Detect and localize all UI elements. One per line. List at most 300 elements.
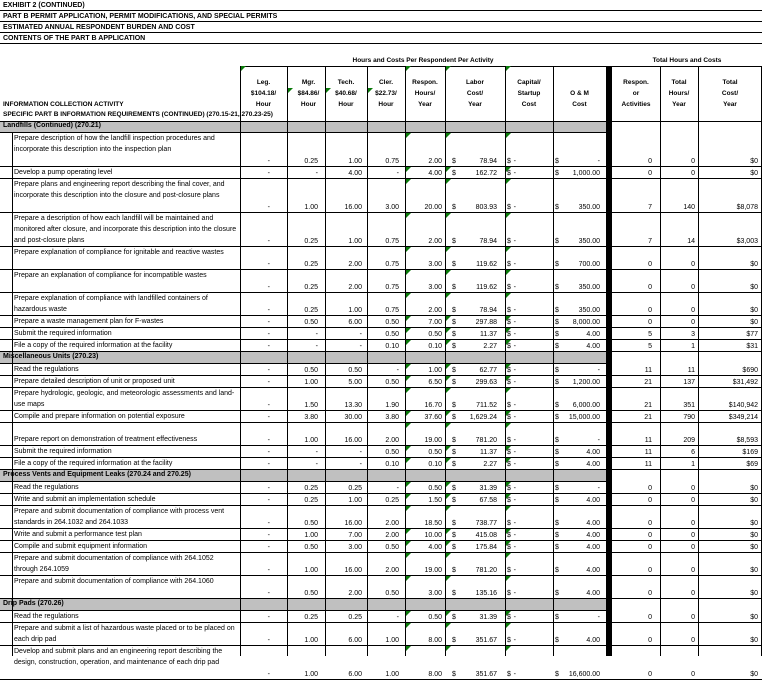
row-value: $ [452, 437, 456, 444]
row-value: 738.77 [475, 520, 497, 527]
cell-marker-icon [406, 167, 411, 172]
row-value: 0.50 [428, 485, 442, 492]
column-header-5-line-1: Respon. [412, 79, 438, 86]
activity-label: Submit the required information [14, 448, 112, 455]
row-value: 350.00 [578, 204, 600, 211]
column-header-7-line-1: Capital/ [517, 79, 541, 86]
row-value: $77 [746, 331, 758, 338]
row-value: - [267, 204, 270, 211]
row-value: - [315, 343, 318, 350]
row-value: $ [555, 307, 559, 314]
row-value: - [597, 614, 600, 621]
row-value: 0.50 [304, 544, 318, 551]
activity-label: Prepare plans and engineering report describing the final cover, and incorporate this description into the closure and post-closure plans [14, 181, 225, 199]
row-value: 2.00 [385, 520, 399, 527]
row-value: $ [555, 331, 559, 338]
row-value: $ [507, 437, 511, 444]
cell-marker-icon [506, 576, 511, 581]
activity-label: Compile and submit equipment information [14, 543, 148, 550]
row-value: - [513, 343, 516, 350]
cell-marker-icon [446, 623, 451, 628]
row-value: 7.00 [348, 532, 362, 539]
row-value: 4.00 [586, 544, 600, 551]
row-value: - [267, 590, 270, 597]
row-value: 0.25 [348, 614, 362, 621]
row-value: 2.00 [348, 261, 362, 268]
row-value: 0 [648, 532, 652, 539]
row-value: - [267, 343, 270, 350]
cell-marker-icon [446, 541, 451, 546]
activity-label: Prepare explanation of compliance for ignitable and reactive wastes [14, 249, 224, 256]
row-value: $ [507, 520, 511, 527]
row-value: $ [507, 379, 511, 386]
table-row [0, 179, 762, 213]
row-value: - [597, 367, 600, 374]
row-value: $ [555, 449, 559, 456]
row-value: - [359, 449, 362, 456]
cell-marker-icon [446, 167, 451, 172]
cell-marker-icon [446, 179, 451, 184]
row-value: 21 [644, 402, 652, 409]
row-value: 1.50 [304, 402, 318, 409]
column-header-6-line-3: Year [468, 101, 482, 108]
row-value: 0 [648, 284, 652, 291]
row-value: 5.00 [348, 379, 362, 386]
row-value: 19.00 [424, 437, 442, 444]
row-value: 135.16 [475, 590, 497, 597]
cell-marker-icon [446, 411, 451, 416]
row-value: $ [507, 284, 511, 291]
row-value: 0 [691, 307, 695, 314]
row-value: 0.50 [428, 614, 442, 621]
cell-marker-icon [446, 66, 451, 71]
cell-marker-icon [446, 646, 451, 651]
row-value: 351 [683, 402, 695, 409]
row-value: $ [452, 461, 456, 468]
activity-label: Prepare a waste management plan for F-wastes [14, 318, 164, 325]
row-value: $ [555, 367, 559, 374]
column-header-2-line-2: $84.86/ [297, 90, 320, 97]
row-value: 6,000.00 [572, 402, 600, 409]
row-value: 0 [648, 170, 652, 177]
cell-marker-icon [506, 340, 511, 345]
activity-label: Prepare hydrologic, geologic, and meteorologic assessments and land-use maps [14, 390, 235, 408]
row-value: 0 [691, 590, 695, 597]
cell-marker-icon [406, 494, 411, 499]
row-value: $ [452, 343, 456, 350]
row-value: 1.00 [304, 671, 318, 678]
cell-marker-icon [406, 270, 411, 275]
column-header-5-line-2: Hours/ [414, 90, 436, 97]
row-value: - [513, 449, 516, 456]
row-value: 6.00 [348, 319, 362, 326]
section-header [0, 121, 606, 133]
table-row [0, 167, 762, 179]
row-value: 137 [683, 379, 695, 386]
row-value: 0 [648, 319, 652, 326]
cell-marker-icon [506, 553, 511, 558]
row-value: 31.39 [479, 485, 497, 492]
cell-marker-icon [406, 611, 411, 616]
cell-marker-icon [506, 541, 511, 546]
table-row [0, 529, 762, 541]
cell-marker-icon [406, 388, 411, 393]
row-value: $ [555, 532, 559, 539]
row-value: - [267, 532, 270, 539]
cell-marker-icon [406, 316, 411, 321]
row-value: 1.50 [428, 497, 442, 504]
row-value: 4.00 [586, 343, 600, 350]
cell-marker-icon [406, 541, 411, 546]
row-value: 2.00 [385, 532, 399, 539]
cell-marker-icon [506, 247, 511, 252]
row-value: - [267, 614, 270, 621]
row-value: - [267, 170, 270, 177]
row-value: 16.00 [344, 437, 362, 444]
row-value: 351.67 [475, 637, 497, 644]
row-value: 0.25 [304, 158, 318, 165]
row-value: $ [507, 449, 511, 456]
row-value: $ [555, 614, 559, 621]
row-value: 0.25 [304, 307, 318, 314]
row-value: 11.37 [480, 449, 497, 456]
row-value: 19.00 [424, 567, 442, 574]
row-value: - [513, 238, 516, 245]
row-value: $ [555, 637, 559, 644]
row-value: $ [555, 437, 559, 444]
row-value: - [513, 307, 516, 314]
row-value: $0 [750, 614, 758, 621]
row-value: $ [452, 497, 456, 504]
row-value: 0 [648, 614, 652, 621]
row-value: - [513, 614, 516, 621]
row-value: 0 [648, 158, 652, 165]
cell-marker-icon [406, 328, 411, 333]
row-value: - [513, 284, 516, 291]
row-value: 0.75 [385, 238, 399, 245]
cell-marker-icon [506, 458, 511, 463]
row-value: 1 [691, 343, 695, 350]
row-value: - [513, 261, 516, 268]
row-value: 1,000.00 [572, 170, 600, 177]
row-value: 0.50 [304, 590, 318, 597]
cell-marker-icon [446, 482, 451, 487]
row-value: 0 [691, 319, 695, 326]
row-value: 4.00 [586, 497, 600, 504]
row-value: $0 [750, 567, 758, 574]
row-value: 1.90 [385, 402, 399, 409]
row-value: 0.50 [304, 319, 318, 326]
row-value: $ [507, 461, 511, 468]
row-value: - [513, 532, 516, 539]
activity-label: File a copy of the required information at the facility [14, 460, 173, 467]
activity-label: Submit the required information [14, 330, 112, 337]
row-value: $ [555, 204, 559, 211]
row-value: 78.94 [479, 158, 497, 165]
row-value: 2.00 [428, 307, 442, 314]
cell-marker-icon [446, 446, 451, 451]
table-row [0, 623, 762, 646]
cell-marker-icon [446, 494, 451, 499]
row-value: $ [507, 331, 511, 338]
row-value: - [513, 379, 516, 386]
row-value: - [267, 449, 270, 456]
row-value: 4.00 [428, 170, 442, 177]
grid-line [405, 66, 406, 656]
row-value: $ [555, 170, 559, 177]
row-value: $ [507, 637, 511, 644]
grid-line [367, 66, 368, 656]
row-value: $ [507, 590, 511, 597]
row-value: 209 [683, 437, 695, 444]
row-value: 0.25 [304, 614, 318, 621]
cell-marker-icon [506, 179, 511, 184]
column-header-6-line-2: Cost/ [466, 90, 484, 97]
row-value: $ [452, 402, 456, 409]
cell-marker-icon [506, 270, 511, 275]
row-value: 18.50 [424, 520, 442, 527]
row-value: 16,600.00 [568, 671, 600, 678]
column-header-3-line-2: $40.68/ [335, 90, 357, 97]
row-value: 0.50 [385, 544, 399, 551]
row-value: $ [555, 319, 559, 326]
row-value: $ [452, 238, 456, 245]
cell-marker-icon [406, 423, 411, 428]
column-header-10-line-2: Hours/ [668, 90, 690, 97]
cell-marker-icon [506, 446, 511, 451]
cell-marker-icon [446, 328, 451, 333]
row-value: 1.00 [385, 671, 399, 678]
grid-line [325, 66, 326, 656]
column-header-11-line-2: Cost/ [721, 90, 739, 97]
column-header-7-line-2: Startup [517, 90, 541, 97]
row-value: $ [452, 637, 456, 644]
row-value: 0 [691, 485, 695, 492]
cell-marker-icon [326, 88, 331, 93]
row-value: 700.00 [578, 261, 600, 268]
row-value: 415.08 [475, 532, 497, 539]
row-value: $ [452, 331, 456, 338]
row-value: 0 [691, 544, 695, 551]
row-value: - [396, 367, 399, 374]
row-value: $ [507, 238, 511, 245]
activity-label: Write and submit a performance test plan [14, 531, 142, 538]
activity-label: Prepare and submit a list of hazardous waste placed or to be placed on each drip pad [14, 625, 235, 643]
row-value: $0 [750, 261, 758, 268]
cell-marker-icon [406, 179, 411, 184]
row-value: 0 [648, 637, 652, 644]
row-value: 0.50 [385, 590, 399, 597]
row-value: - [513, 402, 516, 409]
table-row [0, 270, 762, 293]
row-value: 16.00 [344, 204, 362, 211]
row-value: $ [452, 520, 456, 527]
row-value: - [315, 331, 318, 338]
row-value: $0 [750, 520, 758, 527]
table-row [0, 646, 762, 680]
cell-marker-icon [446, 213, 451, 218]
row-value: 3.00 [428, 284, 442, 291]
row-value: $ [555, 485, 559, 492]
cell-marker-icon [406, 458, 411, 463]
activity-label: File a copy of the required information at the facility [14, 342, 173, 349]
row-value: - [513, 637, 516, 644]
part-b-title: PART B PERMIT APPLICATION, PERMIT MODIFICATIONS, AND SPECIAL PERMITS [3, 13, 278, 20]
activity-label: Prepare and submit documentation of compliance with process vent standards in 264.1032 and 264.1033 [14, 508, 225, 526]
cell-marker-icon [506, 494, 511, 499]
row-value: 7 [648, 204, 652, 211]
row-value: - [267, 379, 270, 386]
section-label: Landfills (Continued) (270.21) [3, 122, 102, 129]
row-value: 1 [691, 461, 695, 468]
row-value: 20.00 [424, 204, 442, 211]
row-value: - [513, 158, 516, 165]
row-value: $ [507, 414, 511, 421]
row-value: 781.20 [475, 567, 497, 574]
row-value: 175.84 [475, 544, 497, 551]
cell-marker-icon [288, 88, 293, 93]
row-value: $ [452, 590, 456, 597]
cell-marker-icon [506, 623, 511, 628]
table-row [0, 458, 762, 470]
row-value: $ [452, 158, 456, 165]
row-value: 351.67 [475, 671, 497, 678]
row-value: - [359, 331, 362, 338]
activity-label: Prepare description of how the landfill inspection procedures and incorporate this description into the inspection plan [14, 135, 215, 153]
cell-marker-icon [406, 646, 411, 651]
row-value: 162.72 [475, 170, 497, 177]
table-row [0, 213, 762, 247]
row-value: 3.00 [385, 204, 399, 211]
row-value: 78.94 [479, 307, 497, 314]
row-value: 0 [648, 497, 652, 504]
row-value: 1.00 [348, 158, 362, 165]
row-value: - [513, 437, 516, 444]
row-value: 16.70 [424, 402, 442, 409]
row-value: 2.00 [348, 284, 362, 291]
row-value: 0.50 [304, 367, 318, 374]
row-value: 0.50 [385, 379, 399, 386]
activity-label: Develop a pump operating level [14, 169, 113, 176]
row-value: $0 [750, 637, 758, 644]
row-value: $ [555, 567, 559, 574]
row-value: - [267, 331, 270, 338]
cell-marker-icon [506, 364, 511, 369]
row-value: - [396, 170, 399, 177]
column-header-6-line-1: Labor [465, 79, 485, 86]
row-value: $140,942 [728, 402, 758, 409]
row-value: - [513, 485, 516, 492]
column-header-5-line-3: Year [418, 101, 432, 108]
cell-marker-icon [406, 293, 411, 298]
row-value: $169 [742, 449, 758, 456]
column-header-11-line-3: Year [723, 101, 737, 108]
row-value: 1.00 [428, 367, 442, 374]
row-value: 350.00 [578, 238, 600, 245]
row-value: - [267, 158, 270, 165]
grid-line [0, 43, 762, 44]
row-value: $8,078 [736, 204, 758, 211]
column-header-4-line-3: Hour [378, 101, 394, 108]
cell-marker-icon [446, 316, 451, 321]
row-value: $0 [750, 485, 758, 492]
row-value: 7 [648, 238, 652, 245]
row-value: - [513, 170, 516, 177]
row-value: 0.10 [428, 461, 442, 468]
cell-marker-icon [506, 167, 511, 172]
row-value: 4.00 [586, 331, 600, 338]
row-value: $ [555, 544, 559, 551]
row-value: $ [555, 343, 559, 350]
cell-marker-icon [506, 611, 511, 616]
row-value: - [267, 261, 270, 268]
grid-line [660, 66, 661, 656]
row-value: 4.00 [586, 637, 600, 644]
row-value: 6.00 [348, 637, 362, 644]
row-value: 37.60 [424, 414, 442, 421]
cell-marker-icon [446, 529, 451, 534]
grid-line [240, 66, 606, 67]
column-header-4-line-1: Cler. [378, 79, 394, 86]
row-value: $ [507, 307, 511, 314]
row-value: $ [555, 379, 559, 386]
row-value: - [597, 437, 600, 444]
row-value: 0.50 [304, 520, 318, 527]
section-header [0, 352, 606, 364]
cell-marker-icon [506, 506, 511, 511]
cell-marker-icon [446, 293, 451, 298]
contents-title: CONTENTS OF THE PART B APPLICATION [3, 35, 146, 42]
row-value: 62.77 [479, 367, 497, 374]
row-value: 1.00 [304, 379, 318, 386]
column-header-9-line-1: Respon. [623, 79, 649, 86]
row-value: 1.00 [304, 637, 318, 644]
row-value: 10.00 [424, 532, 442, 539]
row-value: 0 [648, 544, 652, 551]
row-value: $69 [746, 461, 758, 468]
cell-marker-icon [406, 482, 411, 487]
row-value: 350.00 [578, 284, 600, 291]
row-value: 1.00 [304, 567, 318, 574]
row-value: 5 [648, 343, 652, 350]
row-value: $8,593 [736, 437, 758, 444]
row-value: - [513, 367, 516, 374]
row-value: 0.25 [304, 238, 318, 245]
row-value: 1,629.24 [469, 414, 497, 421]
table-row [0, 376, 762, 388]
column-header-10-line-1: Total [671, 79, 687, 86]
row-value: 11 [644, 437, 652, 444]
column-header-1-line-1: Leg. [256, 79, 271, 86]
row-value: $ [452, 567, 456, 574]
row-value: 2.27 [483, 461, 497, 468]
row-value: $ [507, 367, 511, 374]
cell-marker-icon [506, 423, 511, 428]
grid-line [445, 66, 446, 656]
activity-label: Prepare report on demonstration of treatment effectiveness [14, 436, 198, 443]
cell-marker-icon [446, 376, 451, 381]
row-value: $690 [742, 367, 758, 374]
row-value: - [267, 414, 270, 421]
row-value: 15,000.00 [568, 414, 600, 421]
cell-marker-icon [406, 623, 411, 628]
row-value: - [267, 520, 270, 527]
cell-marker-icon [406, 553, 411, 558]
row-value: 1.00 [385, 637, 399, 644]
row-value: 2.00 [428, 238, 442, 245]
row-value: $ [452, 261, 456, 268]
cell-marker-icon [446, 364, 451, 369]
